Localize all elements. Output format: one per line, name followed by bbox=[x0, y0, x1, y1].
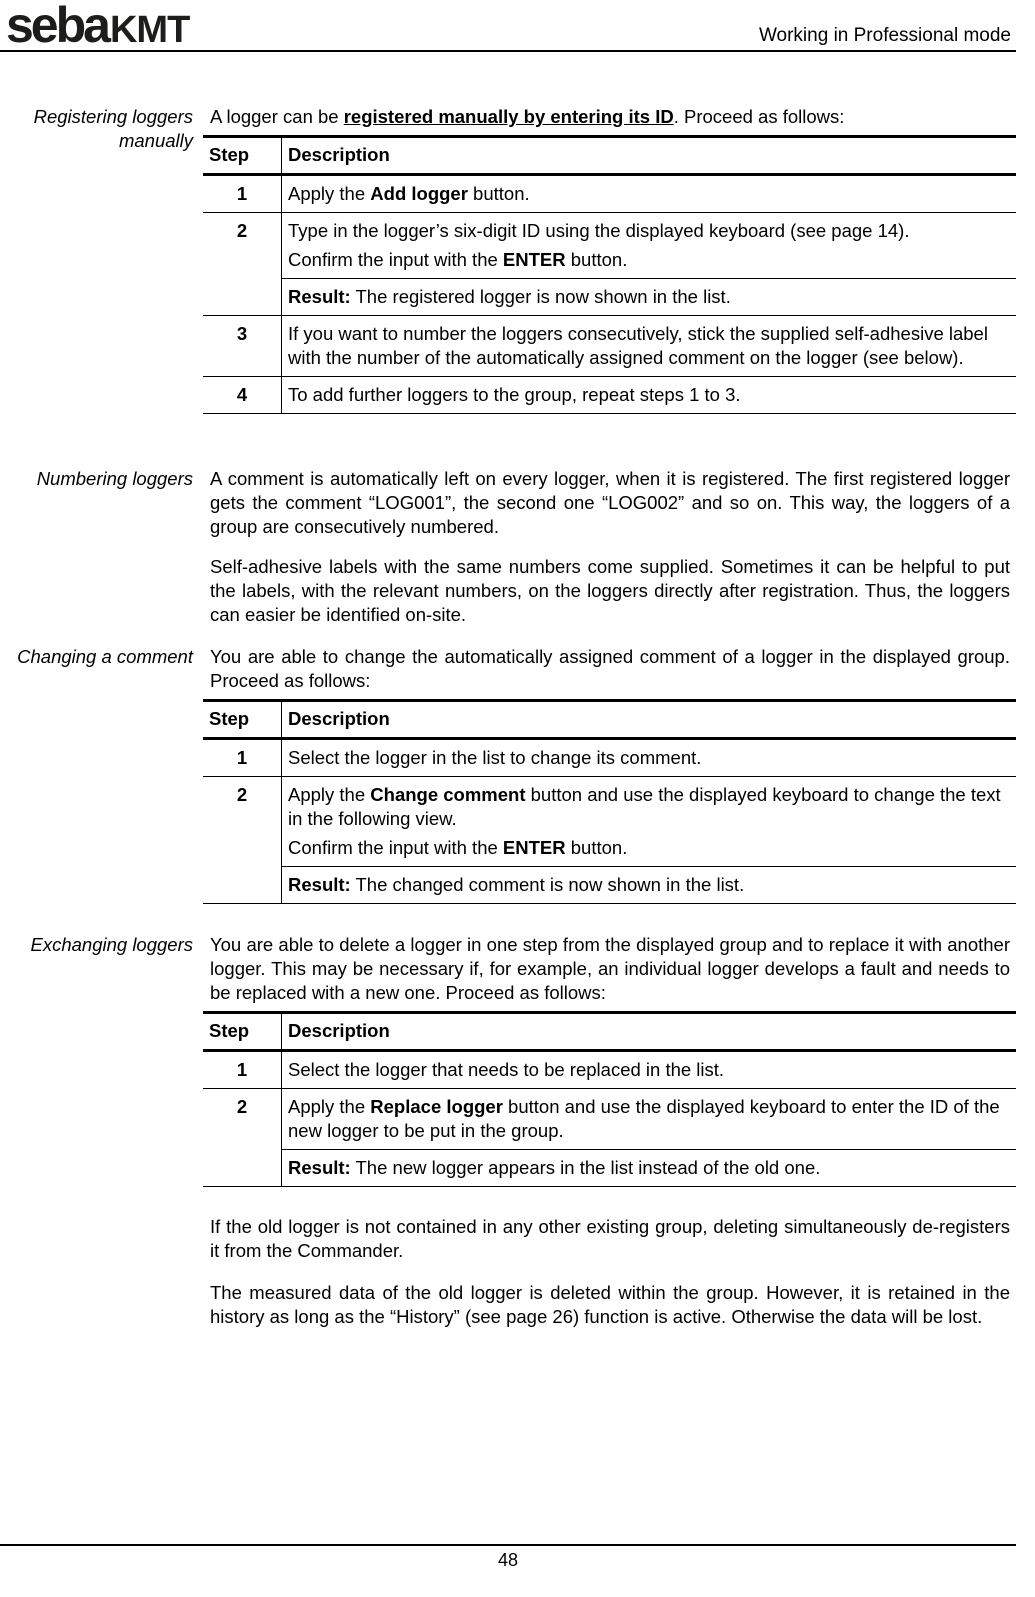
registering-steps-table bbox=[203, 135, 1016, 414]
table-row bbox=[203, 377, 1016, 414]
table-header-row bbox=[203, 1013, 1016, 1051]
step-button-name: ENTER bbox=[502, 249, 566, 270]
step-button-name: Replace logger bbox=[370, 1096, 503, 1117]
step-description: Select the logger that needs to be replaced in the list. bbox=[282, 1051, 1017, 1089]
step-description: Select the logger in the list to change its comment. bbox=[282, 739, 1017, 777]
company-logo bbox=[6, 0, 189, 55]
step-description bbox=[282, 213, 1017, 279]
changing-intro: You are able to change the automatically assigned comment of a logger in the displayed group. Proceed as follows: bbox=[210, 646, 1010, 691]
step-number: 2 bbox=[203, 1089, 282, 1187]
changing-steps-table bbox=[203, 699, 1016, 904]
step-text: button. bbox=[565, 249, 628, 270]
table-row bbox=[203, 777, 1016, 867]
col-step: Step bbox=[203, 701, 282, 739]
table-row bbox=[203, 316, 1016, 377]
step-number: 2 bbox=[203, 777, 282, 904]
step-result bbox=[282, 1150, 1017, 1187]
table-row bbox=[203, 1150, 1016, 1187]
step-number: 3 bbox=[203, 316, 282, 377]
exchanging-intro: You are able to delete a logger in one step from the displayed group and to replace it with another logger. This may be necessary if, for example, an individual logger develops a fault and needs to be replaced with a new one. Proceed as follows: bbox=[210, 934, 1010, 1003]
header-title: Working in Professional mode bbox=[758, 25, 1011, 46]
result-label: Result: bbox=[288, 1157, 351, 1178]
numbering-para-2: Self-adhesive labels with the same numbers come supplied. Sometimes it can be helpful to put the labels, with the relevant numbers, on the loggers directly after registration. Thus, the loggers can easier be identified on-site. bbox=[210, 556, 1010, 625]
step-description: To add further loggers to the group, repeat steps 1 to 3. bbox=[282, 377, 1017, 414]
result-text: The new logger appears in the list instead of the old one. bbox=[350, 1157, 821, 1178]
step-description bbox=[282, 777, 1017, 867]
table-row bbox=[203, 739, 1016, 777]
step-number: 4 bbox=[203, 377, 282, 414]
table-row bbox=[203, 1089, 1016, 1150]
result-label: Result: bbox=[288, 874, 351, 895]
step-result bbox=[282, 867, 1017, 904]
footer-divider bbox=[0, 1544, 1016, 1546]
step-text: button. bbox=[467, 183, 530, 204]
step-button-name: ENTER bbox=[502, 837, 566, 858]
step-confirm-line bbox=[288, 836, 1010, 860]
step-result bbox=[282, 279, 1017, 316]
exchanging-para-1: If the old logger is not contained in any other existing group, deleting simultaneously de-registers it from the Commander. bbox=[210, 1216, 1010, 1261]
table-header-row bbox=[203, 701, 1016, 739]
step-confirm-line bbox=[288, 248, 1010, 272]
step-text: button and use the displayed keyboard to enter the ID of the new logger to be put in the group. bbox=[288, 1096, 1000, 1141]
registering-intro bbox=[210, 105, 1010, 129]
registering-intro-link: registered manually by entering its ID bbox=[343, 106, 674, 127]
exchanging-steps-table bbox=[203, 1011, 1016, 1187]
step-number: 1 bbox=[203, 1051, 282, 1089]
step-text: Apply the bbox=[288, 183, 371, 204]
result-text: The changed comment is now shown in the list. bbox=[350, 874, 745, 895]
col-description: Description bbox=[282, 137, 1017, 175]
step-text: button and use the displayed keyboard to change the text in the following view. bbox=[288, 784, 1001, 829]
step-text: Confirm the input with the bbox=[288, 249, 503, 270]
logo-seba: seba bbox=[6, 0, 108, 53]
step-number: 1 bbox=[203, 739, 282, 777]
step-text: Apply the bbox=[288, 784, 371, 805]
step-number: 2 bbox=[203, 213, 282, 316]
step-text: Type in the logger’s six-digit ID using the displayed keyboard (see page 14). bbox=[288, 220, 910, 241]
table-header-row bbox=[203, 137, 1016, 175]
side-label-numbering: Numbering loggers bbox=[36, 468, 193, 489]
result-text: The registered logger is now shown in the list. bbox=[350, 286, 731, 307]
table-row bbox=[203, 1051, 1016, 1089]
step-text: button. bbox=[565, 837, 628, 858]
logo-kmt: KMT bbox=[109, 9, 190, 51]
step-text: Apply the bbox=[288, 1096, 371, 1117]
numbering-para-1: A comment is automatically left on every logger, when it is registered. The first registered logger gets the comment “LOG001”, the second one “LOG002” and so on. This way, the loggers of a group are consecutively numbered. bbox=[210, 468, 1010, 537]
step-description: If you want to number the loggers consecutively, stick the supplied self-adhesive label with the number of the automatically assigned comment on the logger (see below). bbox=[282, 316, 1017, 377]
step-button-name: Add logger bbox=[370, 183, 468, 204]
table-row bbox=[203, 279, 1016, 316]
table-row bbox=[203, 867, 1016, 904]
col-description: Description bbox=[282, 701, 1017, 739]
result-label: Result: bbox=[288, 286, 351, 307]
step-text: Confirm the input with the bbox=[288, 837, 503, 858]
registering-intro-tail: . Proceed as follows: bbox=[673, 106, 845, 127]
step-description bbox=[282, 1089, 1017, 1150]
step-description bbox=[282, 175, 1017, 213]
side-label-exchanging: Exchanging loggers bbox=[30, 934, 193, 955]
col-description: Description bbox=[282, 1013, 1017, 1051]
table-row bbox=[203, 213, 1016, 279]
exchanging-para-2: The measured data of the old logger is deleted within the group. However, it is retained in the history as long as the “History” (see page 26) function is active. Otherwise the data will be lost. bbox=[210, 1282, 1010, 1327]
step-button-name: Change comment bbox=[370, 784, 526, 805]
header-divider bbox=[0, 50, 1016, 52]
col-step: Step bbox=[203, 1013, 282, 1051]
table-row bbox=[203, 175, 1016, 213]
side-label-registering: Registering loggers manually bbox=[33, 106, 193, 151]
step-number: 1 bbox=[203, 175, 282, 213]
side-label-changing: Changing a comment bbox=[17, 646, 193, 667]
col-step: Step bbox=[203, 137, 282, 175]
registering-intro-text: A logger can be bbox=[210, 106, 344, 127]
page-number: 48 bbox=[497, 1550, 519, 1570]
